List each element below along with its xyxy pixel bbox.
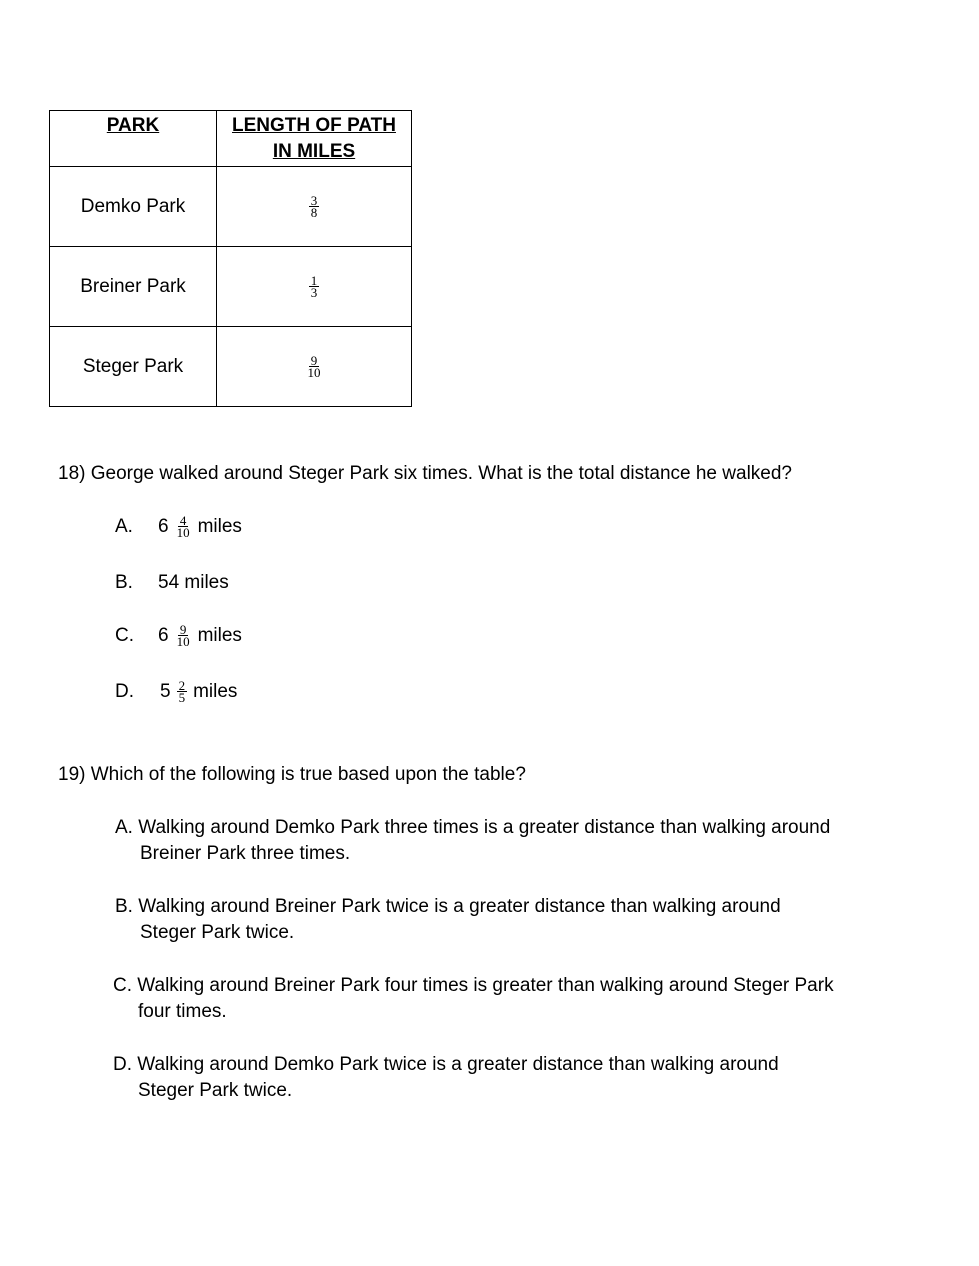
park-name: Demko Park	[50, 167, 217, 247]
numerator: 3	[310, 193, 318, 208]
option-line1: A. Walking around Demko Park three times is a greater distance than walking around	[115, 817, 831, 838]
numerator: 1	[310, 273, 318, 288]
option-letter: C.	[115, 625, 134, 646]
option-unit: miles	[197, 516, 242, 537]
q18-option-b[interactable]	[115, 570, 229, 596]
q18-option-a[interactable]	[115, 514, 242, 540]
header-length	[217, 111, 412, 167]
header-park: PARK	[50, 111, 217, 167]
option-whole: 6	[158, 625, 169, 646]
option-line2: Steger Park twice.	[140, 922, 295, 943]
table-header-row	[50, 111, 412, 167]
option-line2: four times.	[138, 1001, 227, 1022]
q18-option-d[interactable]	[115, 679, 237, 705]
option-whole: 6	[158, 516, 169, 537]
option-whole: 5	[160, 681, 171, 702]
denominator: 3	[310, 285, 318, 300]
fraction	[177, 678, 188, 706]
park-name: Steger Park	[50, 327, 217, 407]
option-unit: miles	[197, 625, 242, 646]
q19-option-d[interactable]	[113, 1052, 913, 1104]
denominator: 10	[307, 365, 321, 380]
option-unit: miles	[193, 681, 238, 702]
option-letter: D.	[115, 681, 134, 702]
numerator: 9	[179, 622, 187, 638]
numerator: 2	[178, 678, 186, 694]
header-length-line2: IN MILES	[272, 141, 356, 162]
denominator: 10	[176, 634, 190, 650]
park-path-table	[49, 110, 412, 407]
denominator: 10	[176, 525, 190, 541]
park-name: Breiner Park	[50, 247, 217, 327]
question-19: 19) Which of the following is true based upon the table?	[58, 764, 526, 785]
q19-option-a[interactable]	[115, 815, 915, 867]
table-row	[50, 167, 412, 247]
q18-option-c[interactable]	[115, 623, 242, 649]
fraction	[309, 195, 320, 218]
fraction	[175, 622, 192, 650]
table-row	[50, 247, 412, 327]
numerator: 4	[179, 513, 187, 529]
fraction	[306, 355, 323, 378]
path-length	[217, 167, 412, 247]
option-line1: C. Walking around Breiner Park four times is greater than walking around Steger Park	[113, 975, 834, 996]
path-length	[217, 327, 412, 407]
option-line2: Breiner Park three times.	[140, 843, 351, 864]
denominator: 5	[178, 690, 186, 706]
option-letter: A.	[115, 516, 133, 537]
table-row	[50, 327, 412, 407]
option-text: 54 miles	[158, 572, 229, 593]
question-18: 18) George walked around Steger Park six times. What is the total distance he walked?	[58, 463, 792, 484]
numerator: 9	[310, 353, 318, 368]
option-line2: Steger Park twice.	[138, 1080, 293, 1101]
option-line1: D. Walking around Demko Park twice is a greater distance than walking around	[113, 1054, 779, 1075]
header-length-line1: LENGTH OF PATH	[232, 115, 396, 136]
fraction	[309, 275, 320, 298]
option-letter: B.	[115, 572, 133, 593]
path-length	[217, 247, 412, 327]
q19-option-b[interactable]	[115, 894, 915, 946]
denominator: 8	[310, 205, 318, 220]
fraction	[175, 513, 192, 541]
q19-option-c[interactable]	[113, 973, 913, 1025]
option-line1: B. Walking around Breiner Park twice is a greater distance than walking around	[115, 896, 781, 917]
